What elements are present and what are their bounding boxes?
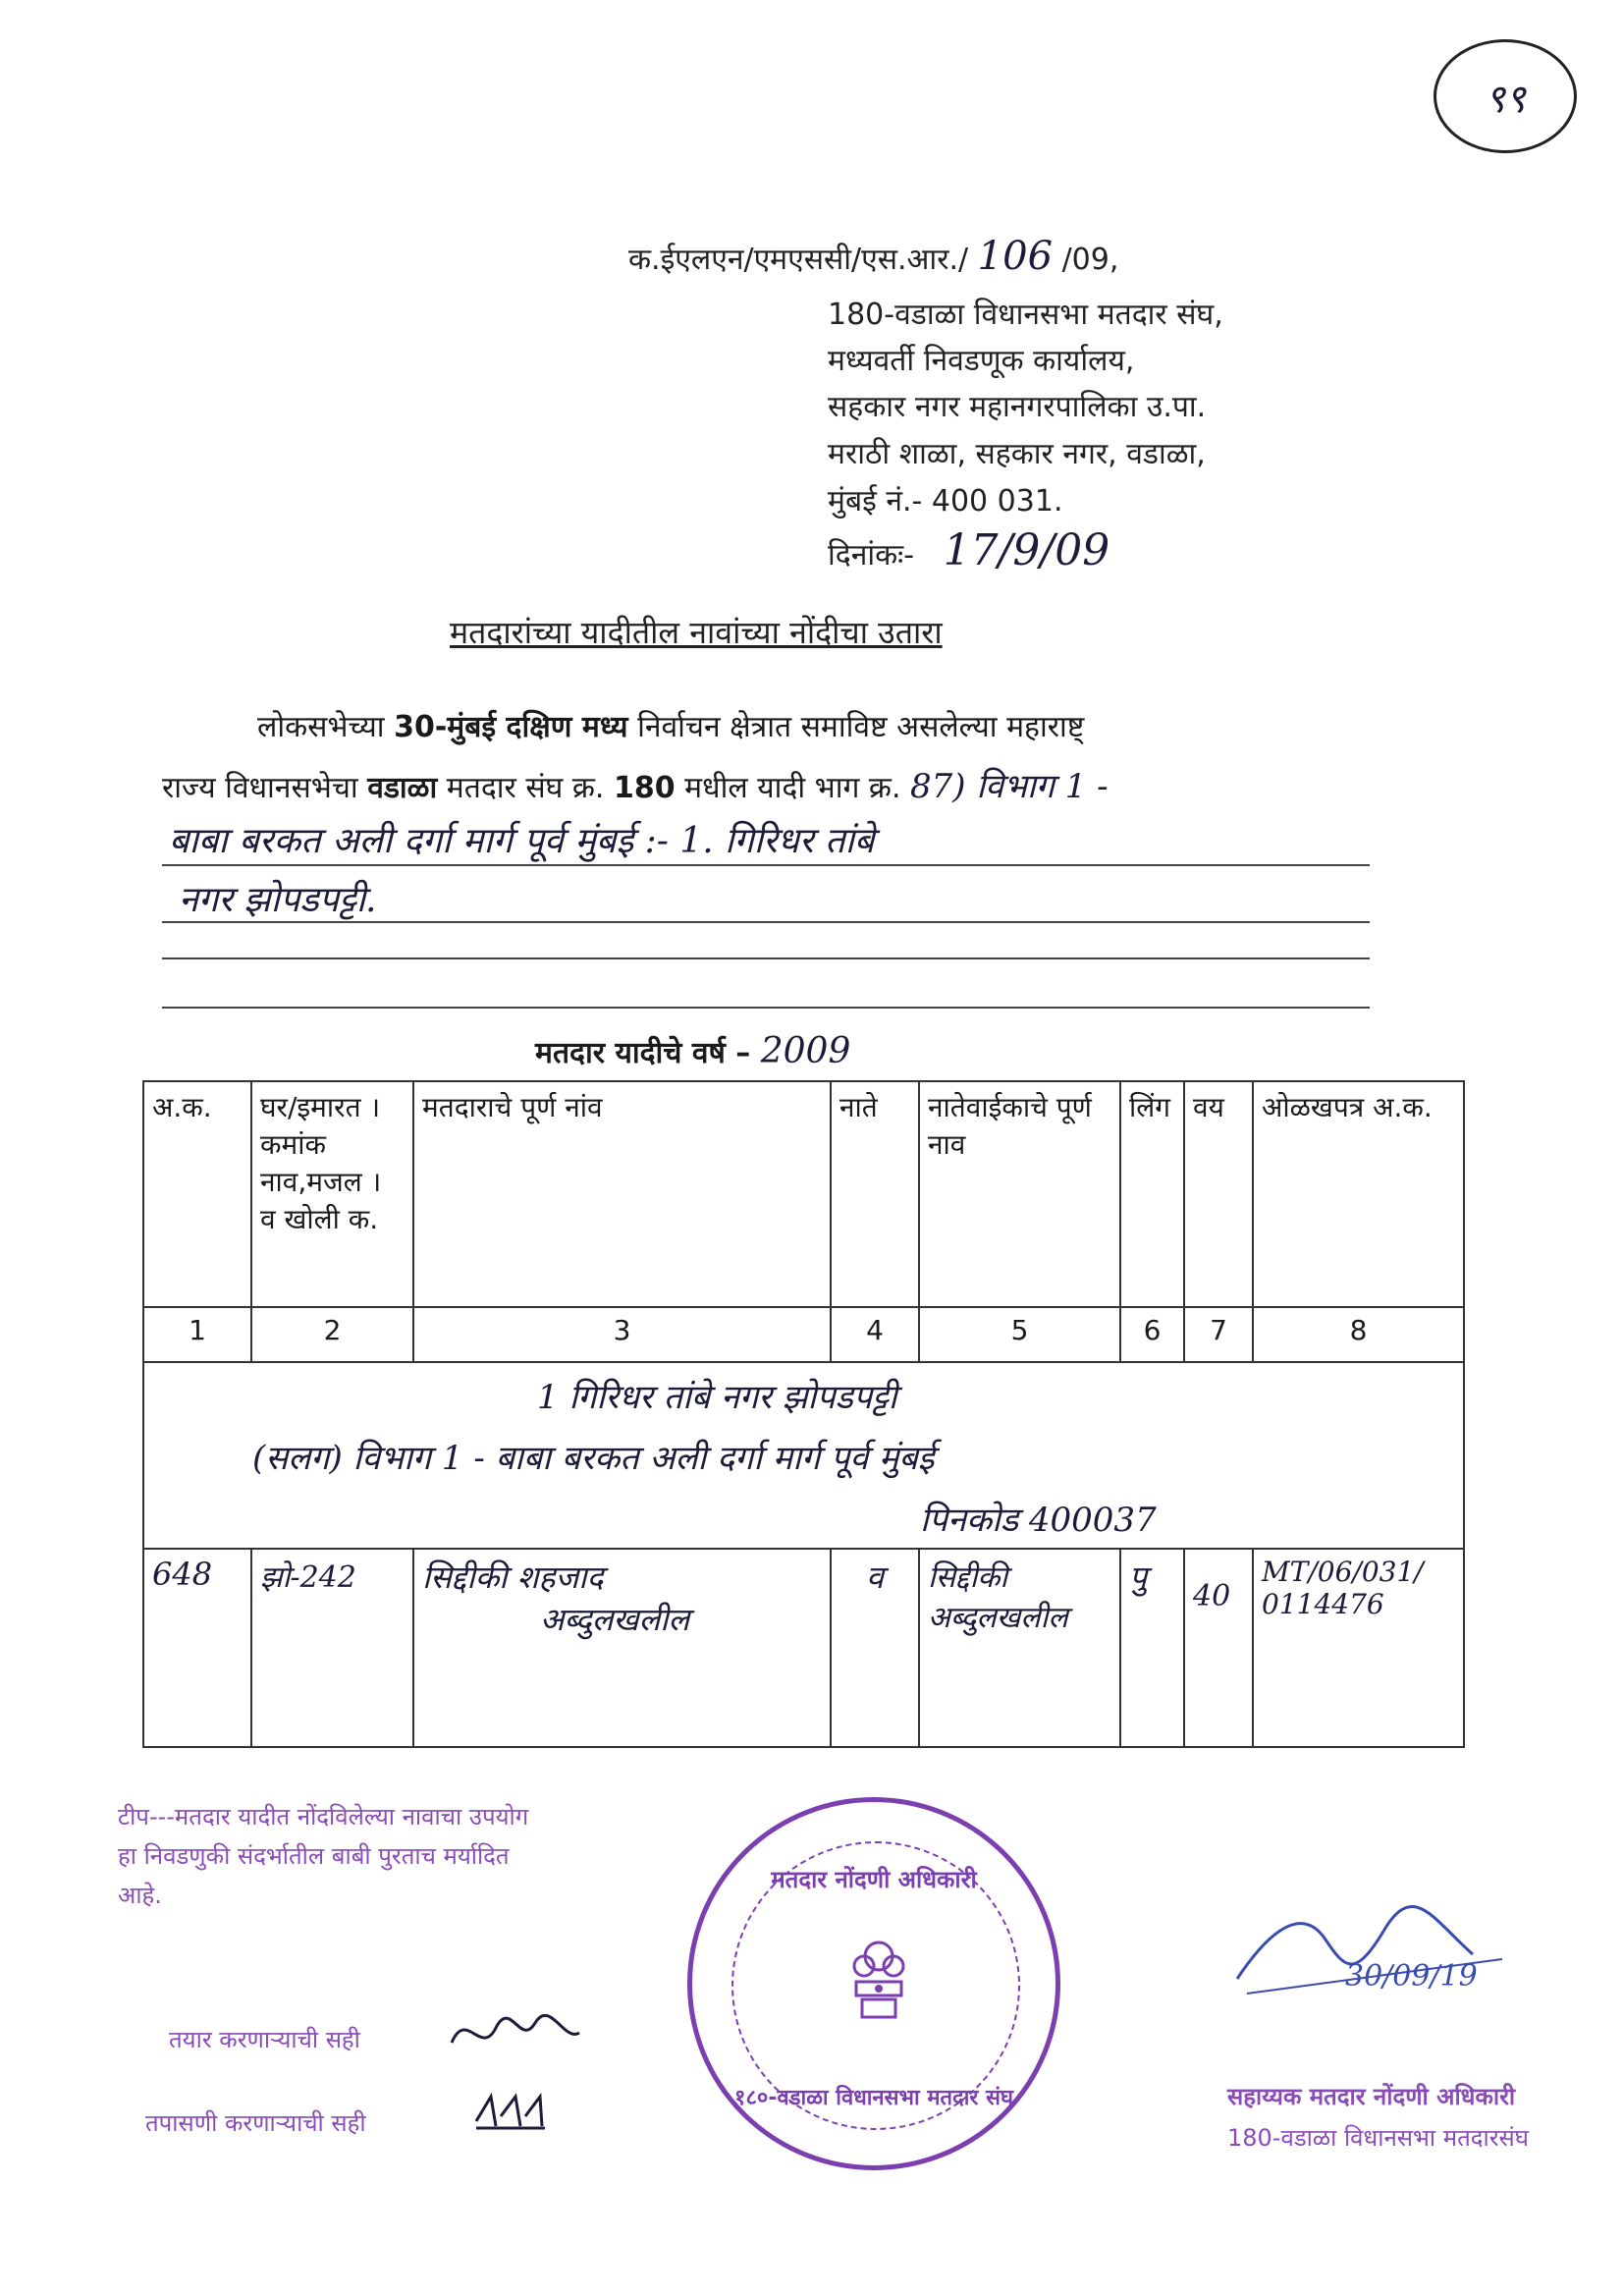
handwritten-area-line: नगर झोपडपट्टी. [179,880,377,920]
officer-title: सहाय्यक मतदार नोंदणी अधिकारी [1227,2083,1516,2110]
id-line-1: MT/06/031/ [1262,1556,1424,1588]
part-number-handwritten: 87) विभाग 1 - [910,767,1109,806]
document-title: मतदारांच्या यादीतील नावांच्या नोंदीचा उतारा [450,614,943,651]
reference-prefix: क.ईएलएन/एमएससी/एस.आर./ [628,243,969,277]
column-number: 3 [413,1307,831,1362]
column-number: 1 [143,1307,251,1362]
cell-house: झो-242 [251,1549,413,1747]
date-value: 17/9/09 [943,525,1110,575]
reference-number: 106 [977,234,1054,279]
column-number: 5 [919,1307,1120,1362]
para-text: निर्वाचन क्षेत्रात समाविष्ट असलेल्या महाराष्ट् [627,710,1085,744]
date-line [828,525,1109,575]
officer-sign-date: 30/09/19 [1345,1959,1478,1994]
paragraph-line-2 [162,762,1109,807]
date-label: दिनांकः- [828,538,915,573]
header-relative-name: नातेवाईकाचे पूर्ण नाव [919,1081,1120,1307]
para-text: लोकसभेच्या [257,710,395,744]
relative-name-line-2: अब्दुलखलील [928,1601,1068,1635]
cell-relation: व [831,1549,919,1747]
officer-constituency: 180-वडाळा विधानसभा मतदारसंघ [1227,2124,1529,2152]
emblem-icon [844,1935,913,2033]
column-number: 6 [1120,1307,1184,1362]
cell-relative-name [919,1549,1120,1747]
paragraph-line-1 [257,705,1084,745]
official-seal [687,1797,1060,2170]
section-line-2: (सलग) विभाग 1 - बाबा बरकत अली दर्गा मार्ग पूर्व मुंबई [252,1439,935,1478]
footnote: टीप---मतदार यादीत नोंदविलेल्या नावाचा उपयोग हा निवडणुकी संदर्भातील बाबी पुरताच मर्यादित आहे. [118,1803,529,1909]
column-number: 8 [1253,1307,1464,1362]
cell-voter-name [413,1549,831,1747]
page-number-mark: ९९ [1434,39,1577,153]
section-line-1: 1 गिरिधर तांबे नगर झोपडपट्टी [537,1378,897,1417]
header-age: वय [1184,1081,1253,1307]
para-text: राज्य विधानसभेचा [162,771,368,805]
checked-by-label: तपासणी करणाऱ्याची सही [145,2109,366,2137]
column-number: 4 [831,1307,919,1362]
para-text: मधील यादी भाग क्र. [675,771,911,805]
para-text: मतदार संघ क्र. [437,771,615,805]
reference-suffix: /09, [1061,243,1119,277]
column-number-row [143,1307,1464,1362]
cell-serial: 648 [143,1549,251,1747]
seal-top-text: मतदार नोंदणी अधिकारी [771,1866,977,1893]
assembly-bold: वडाळा [367,771,438,805]
cell-age: 40 [1184,1549,1253,1747]
prepared-by-label: तयार करणाऱ्याची सही [169,2026,360,2053]
rule-line [162,1007,1370,1009]
address-line-2: मध्यवर्ती निवडणूक कार्यालय, [828,344,1135,378]
header-id-card: ओळखपत्र अ.क. [1253,1081,1464,1307]
section-row [143,1362,1464,1549]
cell-gender: पु [1120,1549,1184,1747]
relative-name-line-1: सिद्दीकी [928,1560,1008,1595]
section-line-3: पिनकोड 400037 [920,1501,1157,1540]
prepared-by-signature [442,1998,589,2067]
header-gender: लिंग [1120,1081,1184,1307]
table-row [143,1549,1464,1747]
checked-by-signature [471,2087,550,2136]
voter-table [142,1080,1465,1748]
handwritten-area-line: बाबा बरकत अली दर्गा मार्ग पूर्व मुंबई :- 1. गिरिधर तांबे [169,821,875,861]
address-line-4: मराठी शाळा, सहकार नगर, वडाळा, [828,437,1206,471]
rule-line [162,864,1370,866]
address-line-3: सहकार नगर महानगरपालिका उ.पा. [828,390,1207,424]
address-line-1: 180-वडाळा विधानसभा मतदार संघ, [828,298,1223,332]
header-house: घर/इमारत । कमांक नाव,मजल । व खोली क. [251,1081,413,1307]
column-number: 2 [251,1307,413,1362]
roll-year [535,1031,850,1071]
cell-id-card [1253,1549,1464,1747]
header-relation: नाते [831,1081,919,1307]
year-value: 2009 [760,1031,851,1071]
constituency-bold: 30-मुंबई दक्षिण मध्य [394,710,628,744]
reference-line [628,234,1118,279]
assembly-number: 180 [614,771,676,805]
voter-name-line-2: अब्दुलखलील [540,1601,690,1638]
header-voter-name: मतदाराचे पूर्ण नांव [413,1081,831,1307]
column-number: 7 [1184,1307,1253,1362]
id-line-2: 0114476 [1262,1588,1384,1620]
voter-name-line-1: सिद्दीकी शहजाद [422,1558,604,1596]
header-serial: अ.क. [143,1081,251,1307]
year-label: मतदार यादीचे वर्ष – [535,1036,751,1070]
table-header-row [143,1081,1464,1307]
seal-bottom-text: १८०-वडाळा विधानसभा मतदार संघ [734,2086,1013,2110]
address-line-5: मुंबई नं.- 400 031. [828,484,1063,519]
section-cell [143,1362,1464,1549]
rule-line [162,957,1370,959]
